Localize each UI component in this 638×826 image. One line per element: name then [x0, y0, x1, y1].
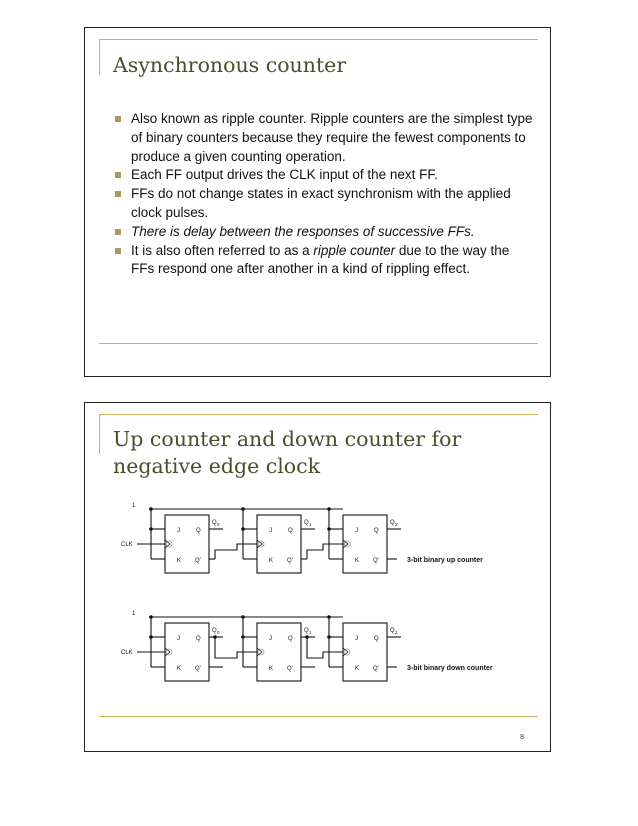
bullet-square-icon — [115, 116, 121, 122]
counter-circuit-diagrams — [85, 403, 549, 703]
bullet-text: Also known as ripple counter. Ripple counters are the simplest type of binary counters because they require the fewest components to produce a given counting operation. — [131, 111, 533, 164]
output-q-label: Q — [304, 520, 309, 526]
logic-high-label: 1 — [132, 611, 136, 617]
circuit-caption: 3-bit binary up counter — [407, 557, 483, 564]
ripple-clock-wire — [215, 544, 257, 559]
bullet-item — [115, 242, 535, 280]
pin-k-label: K — [177, 558, 182, 564]
junction-dot — [149, 615, 153, 619]
pin-k-label: K — [355, 558, 360, 564]
pin-k-label: K — [355, 666, 360, 672]
bullet-text: due to the way the FFs respond one after another in a kind of rippling effect. — [131, 242, 510, 277]
output-q-subscript: 0 — [217, 630, 220, 635]
output-q-label: Q — [212, 628, 217, 634]
bullet-item — [115, 110, 535, 166]
output-q-subscript: 1 — [309, 630, 312, 635]
slide-top-rule — [99, 39, 538, 40]
junction-dot — [327, 615, 331, 619]
slide-title: Asynchronous counter — [113, 53, 347, 77]
bullet-text: FFs do not change states in exact synchronism with the applied clock pulses. — [131, 186, 511, 220]
junction-dot — [327, 635, 331, 639]
junction-dot — [241, 635, 245, 639]
circuit-caption: 3-bit binary down counter — [407, 665, 493, 672]
bullet-item — [115, 223, 535, 242]
clk-label: CLK — [121, 542, 133, 548]
bullet-square-icon — [115, 248, 121, 254]
output-q-label: Q — [390, 520, 395, 526]
junction-dot — [213, 635, 217, 639]
pin-qbar-label: Q' — [195, 666, 201, 672]
slide-asynchronous-counter — [84, 27, 551, 377]
pin-qbar-label: Q' — [287, 666, 293, 672]
pin-qbar-label: Q' — [195, 558, 201, 564]
output-q-label: Q — [304, 628, 309, 634]
junction-dot — [327, 527, 331, 531]
clk-label: CLK — [121, 650, 133, 656]
slide-bottom-rule — [99, 343, 538, 344]
output-q-subscript: 2 — [395, 630, 398, 635]
junction-dot — [327, 507, 331, 511]
output-q-label: Q — [212, 520, 217, 526]
output-q-subscript: 1 — [309, 522, 312, 527]
pin-qbar-label: Q' — [287, 558, 293, 564]
pin-qbar-label: Q' — [373, 666, 379, 672]
junction-dot — [305, 635, 309, 639]
bullet-item — [115, 166, 535, 185]
pin-k-label: K — [177, 666, 182, 672]
pin-q-label: Q — [196, 528, 201, 534]
pin-qbar-label: Q' — [373, 558, 379, 564]
slide-up-down-counter — [84, 402, 551, 752]
pin-j-label: J — [355, 528, 358, 534]
pin-j-label: J — [177, 528, 180, 534]
pin-q-label: Q — [374, 528, 379, 534]
junction-dot — [241, 615, 245, 619]
page-number: 8 — [520, 734, 524, 741]
pin-q-label: Q — [196, 636, 201, 642]
pin-q-label: Q — [288, 528, 293, 534]
pin-j-label: J — [355, 636, 358, 642]
pin-j-label: J — [177, 636, 180, 642]
pin-q-label: Q — [288, 636, 293, 642]
bullet-text: There is delay between the responses of successive FFs. — [131, 223, 475, 239]
pin-j-label: J — [269, 636, 272, 642]
logic-high-label: 1 — [132, 503, 136, 509]
pin-q-label: Q — [374, 636, 379, 642]
bullet-item — [115, 185, 535, 223]
ripple-clock-wire — [307, 637, 343, 658]
output-q-label: Q — [390, 628, 395, 634]
ripple-clock-wire — [215, 637, 257, 658]
junction-dot — [241, 507, 245, 511]
ripple-clock-wire — [307, 544, 343, 559]
bullet-list — [115, 110, 535, 279]
bullet-text: It is also often referred to as a — [131, 242, 314, 258]
bullet-square-icon — [115, 229, 121, 235]
bullet-square-icon — [115, 191, 121, 197]
pin-k-label: K — [269, 666, 274, 672]
junction-dot — [149, 507, 153, 511]
pin-k-label: K — [269, 558, 274, 564]
junction-dot — [149, 635, 153, 639]
output-q-subscript: 0 — [217, 522, 220, 527]
slide-bottom-rule — [99, 716, 538, 717]
bullet-text: ripple counter — [313, 242, 396, 258]
slide-left-rule — [99, 39, 100, 75]
pin-j-label: J — [269, 528, 272, 534]
junction-dot — [149, 527, 153, 531]
bullet-text: Each FF output drives the CLK input of the next FF. — [131, 167, 438, 183]
output-q-subscript: 2 — [395, 522, 398, 527]
slide-title: Up counter and down counter for negative edge clock — [113, 427, 462, 478]
bullet-square-icon — [115, 172, 121, 178]
junction-dot — [241, 527, 245, 531]
